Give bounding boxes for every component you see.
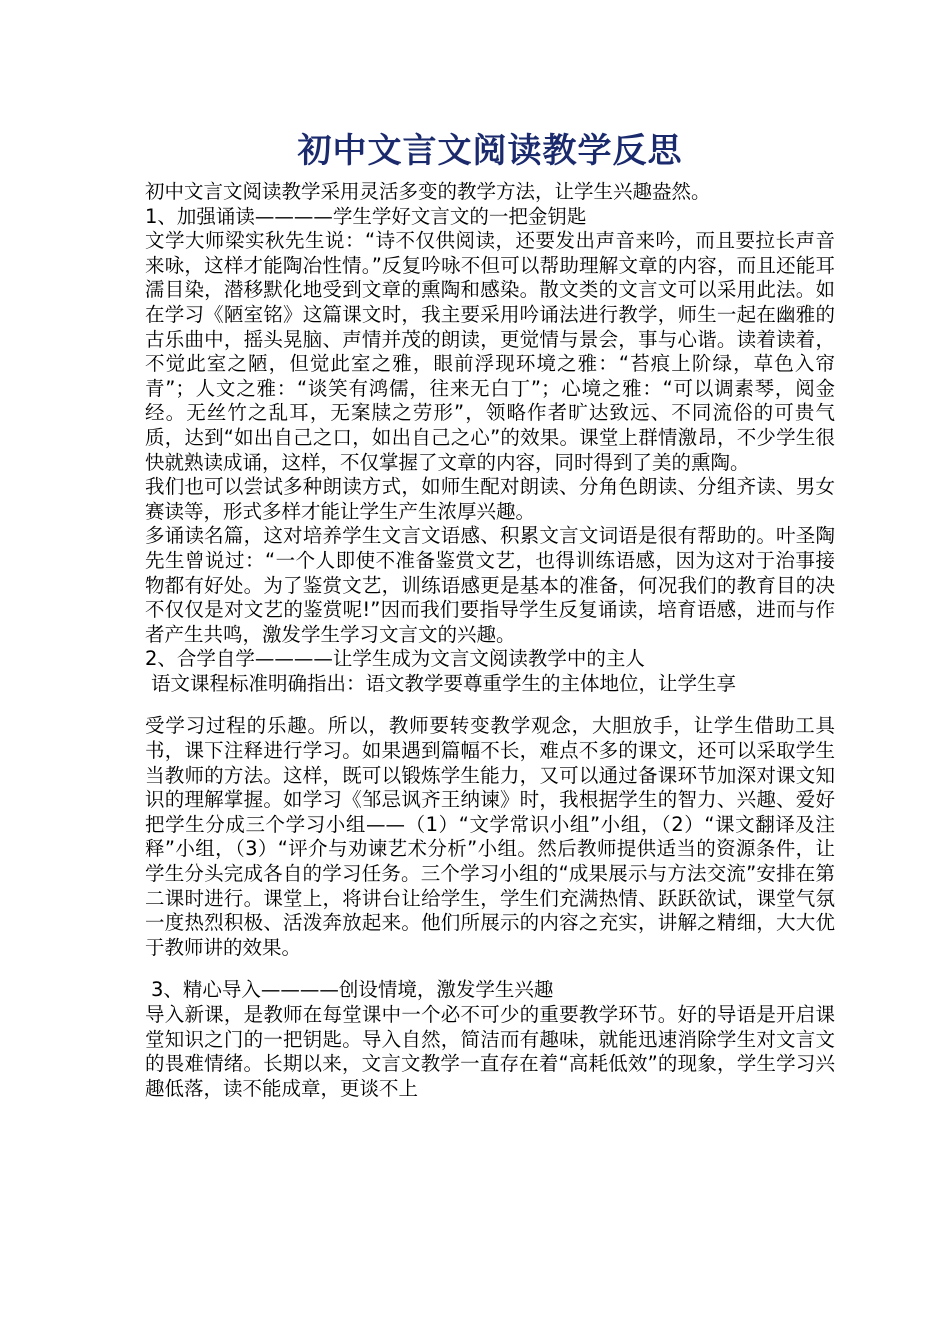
document-page [145,128,835,1101]
section-2-paragraph-2: 受学习过程的乐趣。所以，教师要转变教学观念，大胆放手，让学生借助工具书，课下注释进行学习。如果遇到篇幅不长，难点不多的课文，还可以采取学生当教师的方法。这样，既可以锻炼学生能力，又可以通过备课环节加深对课文知识的理解掌握。如学习《邹忌讽齐王纳谏》时，我根据学生的智力、兴趣、爱好把学生分成三个学习小组——（1）“文学常识小组”小组，（2）“课文翻译及注释”小组，（3）“评介与劝谏艺术分析”小组。然后教师提供适当的资源条件，让学生分头完成各自的学习任务。三个学习小组的“成果展示与方法交流”安排在第二课时进行。课堂上，将讲台让给学生，学生们充满热情、跃跃欲试，课堂气氛一度热烈积极、活泼奔放起来。他们所展示的内容之充实，讲解之精细，大大优于教师讲的效果。 [145,714,835,959]
section-1-heading: 1、加强诵读————学生学好文言文的一把金钥匙 [145,204,587,228]
section-2-paragraph-1: 语文课程标准明确指出：语文教学要尊重学生的主体地位，让学生享 [151,671,737,695]
document-title: 初中文言文阅读教学反思 [297,131,683,171]
intro-paragraph: 初中文言文阅读教学采用灵活多变的教学方法，让学生兴趣盎然。 [145,180,711,203]
section-1-paragraph-3: 多诵读名篇，这对培养学生文言文语感、积累文言文词语是很有帮助的。叶圣陶先生曾说过：“一个人即使不准备鉴赏文艺，也得训练语感，因为这对于治事接物都有好处。为了鉴赏文艺，训练语感更是基本的准备，何况我们的教育目的决不仅仅是对文艺的鉴赏呢!”因而我们要指导学生反复诵读，培育语感，进而与作者产生共鸣，激发学生学习文言文的兴趣。 [145,524,835,646]
section-2-heading: 2、合学自学————让学生成为文言文阅读教学中的主人 [145,647,645,671]
section-1-paragraph-2: 我们也可以尝试多种朗读方式，如师生配对朗读、分角色朗读、分组齐读、男女赛读等，形式多样才能让学生产生浓厚兴趣。 [145,475,835,523]
section-3-heading: 3、精心导入————创设情境，激发学生兴趣 [151,978,554,1002]
section-3-paragraph-1: 导入新课，是教师在每堂课中一个必不可少的重要教学环节。好的导语是开启课堂知识之门的一把钥匙。导入自然，简洁而有趣味，就能迅速消除学生对文言文的畏难情绪。长期以来，文言文教学一直存在着“高耗低效”的现象，学生学习兴趣低落，读不能成章，更谈不上 [145,1003,835,1100]
section-1-paragraph-1: 文学大师梁实秋先生说：“诗不仅供阅读，还要发出声音来吟，而且要拉长声音来咏，这样才能陶冶性情。”反复吟咏不但可以帮助理解文章的内容，而且还能耳濡目染，潜移默化地受到文章的熏陶和感染。散文类的文言文可以采用此法。如在学习《陋室铭》这篇课文时，我主要采用吟诵法进行教学，师生一起在幽雅的古乐曲中，摇头晃脑、声情并茂的朗读，更觉情与景会，事与心谐。读着读着，不觉此室之陋，但觉此室之雅，眼前浮现环境之雅：“苔痕上阶绿，草色入帘青”；人文之雅：“谈笑有鸿儒，往来无白丁”；心境之雅：“可以调素琴，阅金经。无丝竹之乱耳，无案牍之劳形”，领略作者旷达致远、不同流俗的可贵气质，达到“如出自己之口，如出自己之心”的效果。课堂上群情激昂，不少学生很快就熟读成诵，这样，不仅掌握了文章的内容，同时得到了美的熏陶。 [145,229,835,474]
